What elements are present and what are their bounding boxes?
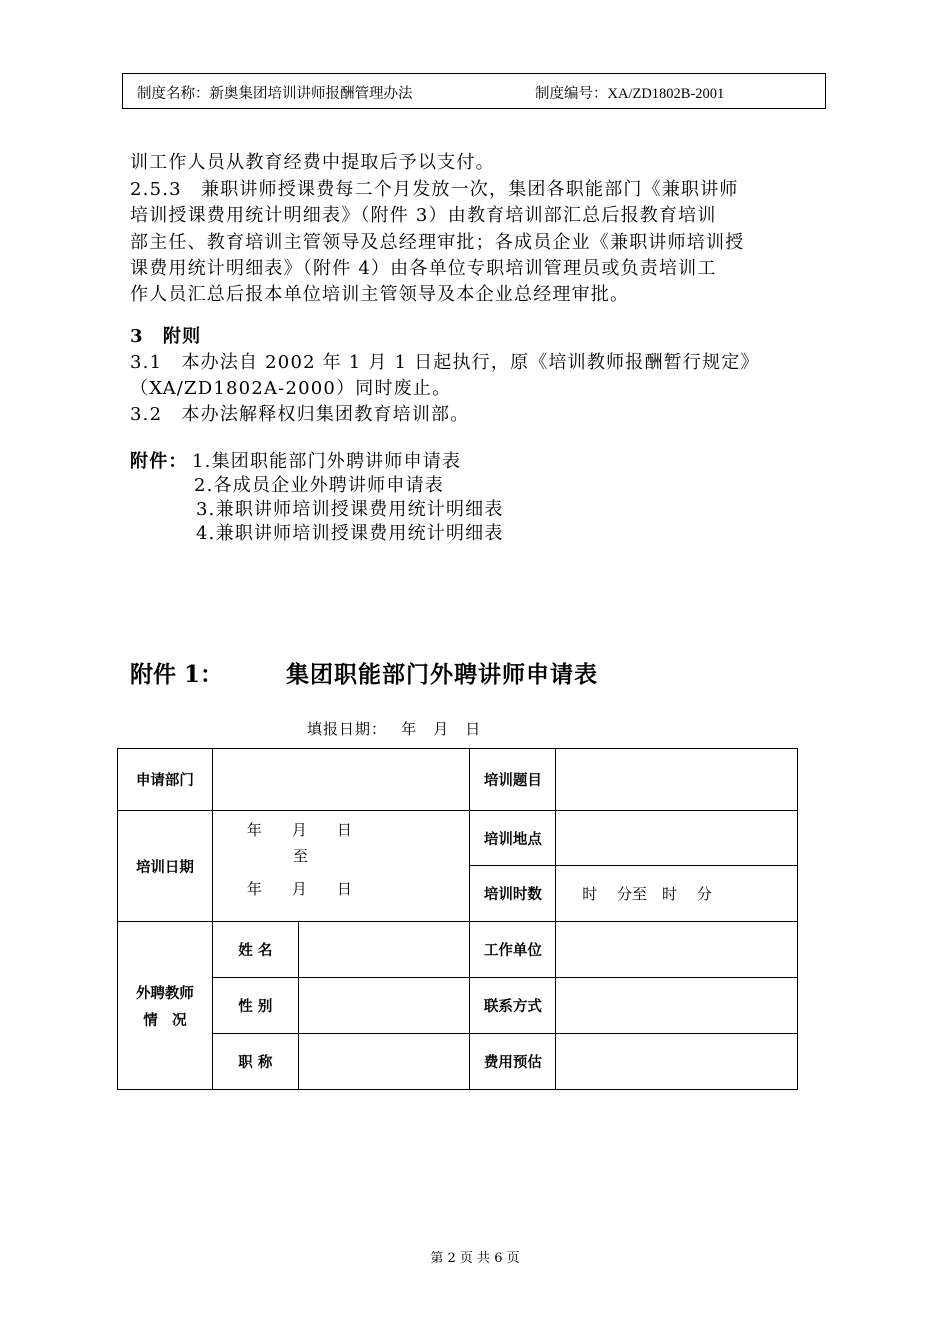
text-line: 3.1 本办法自 2002 年 1 月 1 日起执行，原《培训教师报酬暂行规定》	[130, 352, 760, 373]
date-end: 年 月 日	[246, 880, 352, 898]
apply-dept-label: 申请部门	[118, 749, 213, 811]
fee-estimate-field[interactable]	[556, 1034, 798, 1090]
section-3-heading: 3 附则	[130, 326, 202, 347]
teacher-title-label: 职 称	[212, 1034, 298, 1090]
date-to: 至	[292, 847, 308, 865]
training-topic-field[interactable]	[556, 749, 798, 811]
apply-dept-field[interactable]	[212, 749, 470, 811]
training-place-field[interactable]	[556, 811, 798, 866]
work-unit-field[interactable]	[556, 922, 798, 978]
fee-estimate-label: 费用预估	[470, 1034, 556, 1090]
date-start: 年 月 日	[246, 821, 352, 839]
document-header	[122, 73, 826, 109]
teacher-name-field[interactable]	[298, 922, 470, 978]
regulation-name: 制度名称：新奥集团培训讲师报酬管理办法	[137, 86, 413, 102]
teacher-gender-label: 性 别	[212, 978, 298, 1034]
training-date-field[interactable]	[212, 811, 470, 922]
teacher-info-line2: 情 况	[143, 1012, 187, 1029]
regulation-code: 制度编号：XA/ZD1802B-2001	[535, 86, 725, 102]
text-line: 部主任、教育培训主管领导及总经理审批；各成员企业《兼职讲师培训授	[130, 232, 745, 253]
application-form	[117, 748, 798, 1090]
attachment-1-label: 附件 1：	[130, 661, 224, 688]
text-line: 训工作人员从教育经费中提取后予以支付。	[130, 152, 495, 173]
training-date-label: 培训日期	[118, 811, 213, 922]
attachment-item: 2.各成员企业外聘讲师申请表	[194, 475, 444, 496]
attachment-item: 3.兼职讲师培训授课费用统计明细表	[196, 499, 504, 520]
teacher-gender-field[interactable]	[298, 978, 470, 1034]
training-hours-label: 培训时数	[470, 866, 556, 922]
training-topic-label: 培训题目	[470, 749, 556, 811]
teacher-name-label: 姓 名	[212, 922, 298, 978]
attachment-item: 1.集团职能部门外聘讲师申请表	[192, 451, 462, 472]
teacher-info-line1: 外聘教师	[135, 985, 194, 1002]
attachments-label: 附件：	[130, 451, 188, 472]
contact-field[interactable]	[556, 978, 798, 1034]
text-line: 作人员汇总后报本单位培训主管领导及本企业总经理审批。	[130, 284, 630, 305]
teacher-info-label	[118, 922, 213, 1090]
text-line: （XA/ZD1802A-2000）同时废止。	[130, 378, 452, 399]
text-line: 3.2 本办法解释权归集团教育培训部。	[130, 404, 470, 425]
work-unit-label: 工作单位	[470, 922, 556, 978]
training-place-label: 培训地点	[470, 811, 556, 866]
attachment-item: 4.兼职讲师培训授课费用统计明细表	[196, 523, 504, 544]
teacher-title-field[interactable]	[298, 1034, 470, 1090]
text-line: 2.5.3 兼职讲师授课费每二个月发放一次，集团各职能部门《兼职讲师	[130, 179, 739, 200]
attachment-1-title: 集团职能部门外聘讲师申请表	[286, 661, 598, 688]
page-number: 第 2 页 共 6 页	[430, 1251, 520, 1266]
text-line: 培训授课费用统计明细表》（附件 3）由教育培训部汇总后报教育培训	[130, 205, 717, 226]
training-hours-field[interactable]: 时 分至 时 分	[556, 866, 798, 922]
text-line: 课费用统计明细表》（附件 4）由各单位专职培训管理员或负责培训工	[130, 258, 717, 279]
fill-date: 填报日期： 年 月 日	[307, 720, 482, 738]
contact-label: 联系方式	[470, 978, 556, 1034]
